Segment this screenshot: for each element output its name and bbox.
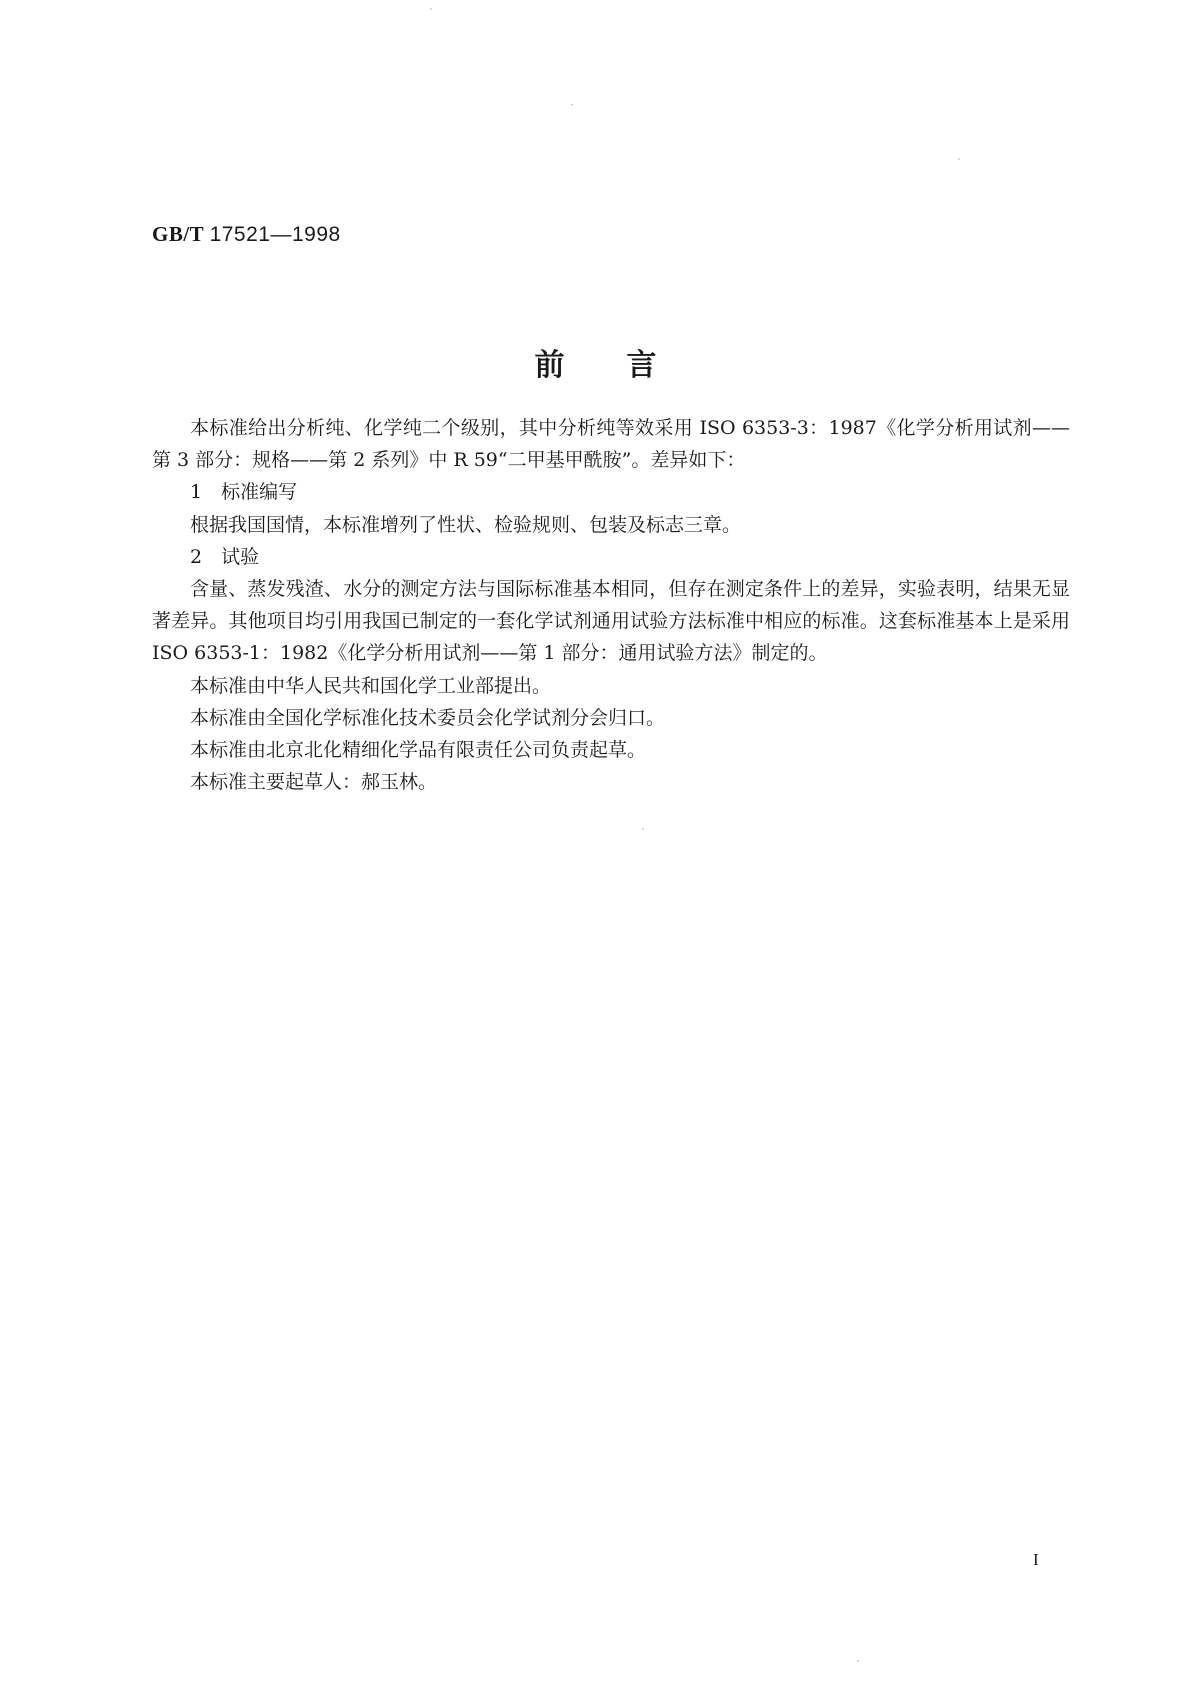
paragraph-intro: 本标准给出分析纯、化学纯二个级别，其中分析纯等效采用 ISO 6353-3：1987《化学分析用试剂——第 3 部分：规格——第 2 系列》中 R 59“二甲基甲酰胺”。差异如下： — [152, 417, 1070, 472]
foreword-body — [152, 412, 1070, 798]
scan-speck — [642, 828, 644, 830]
paragraph-section-1: 根据我国国情，本标准增列了性状、检验规则、包装及标志三章。 — [190, 513, 742, 536]
section-heading-2: 2 试验 — [190, 545, 260, 568]
standard-code — [152, 222, 341, 247]
scan-speck — [430, 8, 432, 10]
paragraph-section-2: 含量、蒸发残渣、水分的测定方法与国际标准基本相同，但存在测定条件上的差异，实验表明，结果无显著差异。其他项目均引用我国已制定的一套化学试剂通用试验方法标准中相应的标准。这套标准基本上是采用 ISO 6353-1：1982《化学分析用试剂——第 1 部分：通用试验方法》制定的。 — [152, 578, 1070, 665]
scan-speck — [571, 104, 573, 106]
section-heading-1: 1 标准编写 — [190, 481, 298, 504]
paragraph-proposer: 本标准由中华人民共和国化学工业部提出。 — [190, 674, 552, 697]
paragraph-drafter: 本标准主要起草人：郝玉林。 — [190, 771, 438, 794]
standard-prefix: GB/T — [152, 222, 204, 246]
page-number: I — [1033, 1550, 1039, 1569]
paragraph-drafting-unit: 本标准由北京北化精细化学品有限责任公司负责起草。 — [190, 739, 647, 762]
scan-speck — [958, 158, 960, 160]
paragraph-administrator: 本标准由全国化学标准化技术委员会化学试剂分会归口。 — [190, 706, 666, 729]
page-title: 前言 — [534, 348, 719, 383]
standard-number: 17521—1998 — [209, 223, 341, 246]
scan-speck — [857, 1660, 859, 1662]
